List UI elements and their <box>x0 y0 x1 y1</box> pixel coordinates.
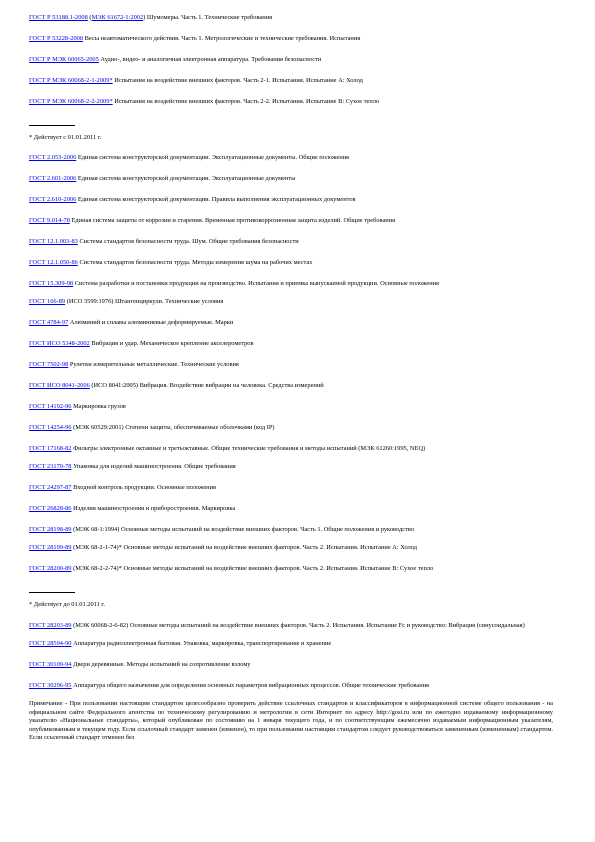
reference-entry <box>29 196 553 205</box>
standard-link[interactable]: ГОСТ 7502-98 <box>29 361 69 369</box>
reference-title: Алюминий и сплавы алюминиевые деформируемые. Марки <box>68 319 234 327</box>
standard-link[interactable]: ГОСТ 2.053-2006 <box>29 154 77 162</box>
reference-title: (ИСО 3599:1976) Штангенциркули. Технические условия <box>65 298 224 306</box>
reference-title: Система стандартов безопасности труда. Шум. Общие требования безопасности <box>77 238 299 246</box>
reference-entry <box>29 484 553 493</box>
standard-link[interactable]: ГОСТ Р МЭК 60068-2-2-2009* <box>29 97 113 105</box>
reference-title: (МЭК 60068-2-6-82) Основные методы испытаний на воздействие внешних факторов. Часть 2. Испытания. Испытание Fc и руководство: Вибрация (синусоидальная) <box>71 621 525 629</box>
reference-entry <box>29 463 553 472</box>
standard-link[interactable]: ГОСТ 30109-94 <box>29 660 72 668</box>
reference-title: Система стандартов безопасности труда. Методы измерения шума на рабочих местах <box>77 259 313 267</box>
reference-title: (ИСО 8041:2005) Вибрация. Воздействие вибрации на человека. Средства измерений <box>89 382 324 390</box>
reference-entry <box>29 505 553 514</box>
standard-link[interactable]: ГОСТ 14192-96 <box>29 403 72 411</box>
reference-title: Упаковка для изделий машиностроения. Общие требования <box>71 463 236 471</box>
standard-link[interactable]: ГОСТ 23170-78 <box>29 463 72 471</box>
reference-entry <box>29 526 553 535</box>
reference-title: (МЭК 68-2-1-74)* Основные методы испытаний на воздействие внешних факторов. Часть 2. Испытания. Испытание А: Холод <box>71 544 418 552</box>
footnote: * Действует с 01.01.2011 г. <box>29 133 102 141</box>
footnote-separator <box>29 592 75 593</box>
reference-title: Двери деревянные. Методы испытаний на сопротивление взлому <box>71 660 251 668</box>
reference-entry <box>29 35 553 44</box>
references-block-1 <box>29 14 553 107</box>
references-block-2 <box>29 154 553 574</box>
reference-entry <box>29 640 553 649</box>
note-paragraph: Примечание - При пользовании настоящим стандартом целесообразно проверить действие ссылочных стандартов и классификаторов в информационной системе общего пользования - на официальном сайте Федерального агентства по техническому регулированию и метрологии в сети Интернет по адресу http://gost.ru или по ежегодно издаваемому информационному указателю «Национальные стандарты», который опубликован по состоянию на 1 января текущего года, и по соответствующим ежемесячно издаваемым информационным указателям, опубликованным в текущем году. Если ссылочный стандарт заменен (изменен), то при пользовании настоящим стандартом следует руководствоваться замененным (измененным) стандартом. Если ссылочный стандарт отменен без <box>29 699 553 742</box>
reference-entry <box>29 565 553 574</box>
standard-link[interactable]: ГОСТ 28200-89 <box>29 565 72 573</box>
reference-entry <box>29 259 553 268</box>
reference-entry <box>29 98 553 107</box>
reference-title: Вибрация и удар. Механическое крепление акселерометров <box>89 340 254 348</box>
reference-title: Единая система конструкторской документации. Эксплуатационные документы. Общие положения <box>76 154 349 162</box>
reference-entry <box>29 298 553 307</box>
standard-link[interactable]: ГОСТ 4784-97 <box>29 319 69 327</box>
reference-title: Входной контроль продукции. Основные положения <box>71 484 216 492</box>
standard-link[interactable]: ГОСТ 24297-87 <box>29 484 72 492</box>
standard-link[interactable]: ГОСТ 28203-89 <box>29 621 72 629</box>
reference-title: Испытания на воздействие внешних факторов. Часть 2-1. Испытания. Испытание А: Холод <box>112 76 363 84</box>
reference-title: Рулетки измерительные металлические. Технические условия <box>68 361 239 369</box>
reference-title: Весы неавтоматического действия. Часть 1. Метрологические и технические требования. Испытания <box>83 34 361 42</box>
standard-link[interactable]: ГОСТ 30296-95 <box>29 681 72 689</box>
reference-title: Единая система конструкторской документации. Правила выполнения эксплуатационных документов <box>76 196 356 204</box>
standard-link[interactable]: ГОСТ Р 53228-2008 <box>29 34 84 42</box>
reference-title: Система разработки и постановки продукции на производство. Испытания и приемка выпускаемой продукции. Основные положения <box>73 280 439 288</box>
reference-entry <box>29 382 553 391</box>
standard-link[interactable]: ГОСТ 15.309-98 <box>29 280 74 288</box>
reference-title: Аппаратура радиоэлектронная бытовая. Упаковка, маркировка, транспортирование и хранение <box>71 639 332 647</box>
standard-link[interactable]: ГОСТ 12.1.050-86 <box>29 259 78 267</box>
reference-entry <box>29 403 553 412</box>
references-block-3 <box>29 622 553 691</box>
standard-link[interactable]: ГОСТ ИСО 8041-2006 <box>29 382 90 390</box>
standard-link[interactable]: ГОСТ 26828-86 <box>29 505 72 513</box>
standard-link[interactable]: ГОСТ 2.610-2006 <box>29 196 77 204</box>
reference-entry <box>29 424 553 433</box>
reference-title: Аппаратура общего назначения для определения основных параметров вибрационных процессов. Общие технические требования <box>71 681 429 689</box>
reference-entry <box>29 175 553 184</box>
standard-link[interactable]: ГОСТ 28199-89 <box>29 544 72 552</box>
reference-title: Аудио-, видео- и аналогичная электронная аппаратура. Требования безопасности <box>98 55 322 63</box>
standard-link[interactable]: ГОСТ 166-89 <box>29 298 66 306</box>
reference-entry <box>29 682 553 691</box>
reference-title: Единая система защиты от коррозии и старения. Временная противокоррозионная защита изделий. Общие требования <box>69 217 396 225</box>
standard-link[interactable]: ГОСТ 28594-90 <box>29 639 72 647</box>
reference-title: ) Шумомеры. Часть 1. Технические требования <box>143 14 273 21</box>
reference-entry <box>29 340 553 349</box>
reference-title: Маркировка грузов <box>71 403 126 411</box>
reference-entry <box>29 622 553 631</box>
standard-link[interactable]: ГОСТ Р МЭК 60065-2005 <box>29 55 99 63</box>
standard-link[interactable]: ГОСТ Р МЭК 60068-2-1-2009* <box>29 76 113 84</box>
reference-title: (МЭК 68-2-2-74)* Основные методы испытаний на воздействие внешних факторов. Часть 2. Испытания. Испытание В: Сухое тепло <box>71 565 434 573</box>
standard-link[interactable]: ГОСТ 9.014-78 <box>29 217 70 225</box>
reference-entry: ГОСТ Р 53188.1-2008 (МЭК 61672-1:2002) Шумомеры. Часть 1. Технические требования <box>29 14 273 21</box>
reference-entry <box>29 154 553 163</box>
reference-title: (МЭК 68-1:1994) Основные методы испытаний на воздействие внешних факторов. Часть 1. Общие положения и руководство <box>71 526 415 534</box>
footnote-separator <box>29 125 75 126</box>
reference-title: Фильтры электронные октавные и третьоктавные. Общие технические требования и методы испытаний (МЭК 61260:1995, NEQ) <box>71 445 426 453</box>
reference-title: Изделия машиностроения и приборостроения. Маркировка <box>71 505 236 513</box>
reference-title: (МЭК 60529:2001) Степени защиты, обеспечиваемые оболочками (код IP) <box>71 424 275 432</box>
standard-link[interactable]: ГОСТ 17168-82 <box>29 445 72 453</box>
standard-link[interactable]: ГОСТ 2.601-2006 <box>29 175 77 183</box>
reference-entry <box>29 217 553 226</box>
standard-link[interactable]: ГОСТ 12.1.003-83 <box>29 238 78 246</box>
reference-entry <box>29 319 553 328</box>
standard-link[interactable]: ГОСТ 28198-89 <box>29 526 72 534</box>
standard-link[interactable]: ГОСТ Р 53188.1-2008 <box>29 14 88 21</box>
reference-entry <box>29 361 553 370</box>
footnote: * Действует до 01.01.2011 г. <box>29 601 105 609</box>
reference-entry <box>29 544 553 553</box>
reference-title: Единая система конструкторской документации. Эксплуатационные документы <box>76 175 296 183</box>
reference-entry <box>29 280 553 289</box>
standard-link[interactable]: МЭК 61672-1:2002 <box>91 14 144 21</box>
reference-entry <box>29 77 553 86</box>
reference-entry <box>29 56 553 65</box>
reference-entry <box>29 238 553 247</box>
reference-entry <box>29 661 553 670</box>
reference-title: Испытания на воздействие внешних факторов. Часть 2-2. Испытания. Испытание В: Сухое тепло <box>112 97 380 105</box>
reference-entry <box>29 445 553 454</box>
standard-link[interactable]: ГОСТ ИСО 5348-2002 <box>29 340 90 348</box>
standard-link[interactable]: ГОСТ 14254-96 <box>29 424 72 432</box>
